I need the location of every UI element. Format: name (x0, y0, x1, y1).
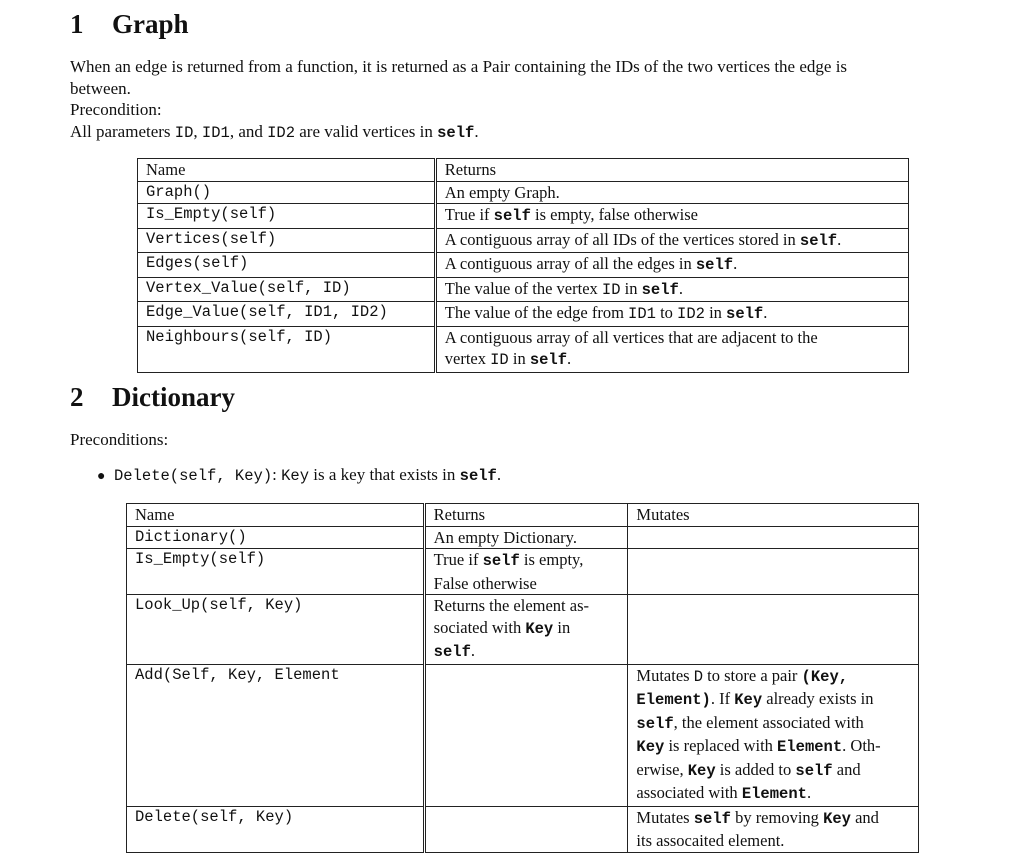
table-row (138, 253, 909, 278)
function-returns: A contiguous array of all the edges in self. (435, 253, 908, 278)
function-name: Dictionary() (127, 526, 425, 549)
table-header-row (138, 159, 909, 182)
table-header-row (127, 504, 919, 527)
preconditions-label: Preconditions: (70, 430, 169, 449)
function-returns: An empty Dictionary. (424, 526, 628, 549)
function-mutates: Mutates self by removing Key and its assocaited element. (628, 806, 919, 852)
section-2-title: Dictionary (112, 382, 235, 412)
table-row (127, 595, 919, 665)
function-name: Edge_Value(self, ID1, ID2) (138, 302, 436, 327)
function-name: Add(Self, Key, Element (127, 664, 425, 806)
section-1-title: Graph (112, 9, 189, 39)
function-name: Is_Empty(self) (127, 549, 425, 595)
graph-table (137, 158, 909, 373)
function-returns (424, 806, 628, 852)
function-name: Delete(self, Key) (127, 806, 425, 852)
section-2-heading (70, 384, 235, 411)
intro-line-2: between. (70, 78, 131, 98)
table-row (138, 277, 909, 302)
function-name: Graph() (138, 181, 436, 204)
header-returns: Returns (424, 504, 628, 527)
section-2-number: 2 (70, 382, 84, 412)
table-row (127, 806, 919, 852)
function-returns: The value of the vertex ID in self. (435, 277, 908, 302)
function-name: Is_Empty(self) (138, 204, 436, 229)
table-row (138, 181, 909, 204)
function-returns: True if self is empty, False otherwise (424, 549, 628, 595)
function-name: Vertices(self) (138, 228, 436, 253)
function-mutates: Mutates D to store a pair (Key, Element). If Key already exists in self, the element associated with Key is replaced with Element. Oth- erwise, Key is added to self and associated with Element. (628, 664, 919, 806)
function-returns: A contiguous array of all IDs of the vertices stored in self. (435, 228, 908, 253)
function-returns: A contiguous array of all vertices that are adjacent to the vertex ID in self. (435, 326, 908, 372)
header-mutates: Mutates (628, 504, 919, 527)
bullet-icon: ● (97, 469, 106, 484)
table-row (127, 664, 919, 806)
section-1-intro (70, 56, 990, 144)
function-mutates (628, 595, 919, 665)
table-row (138, 302, 909, 327)
precondition-text: All parameters ID, ID1, and ID2 are valid vertices in self. (70, 121, 479, 142)
header-returns: Returns (435, 159, 908, 182)
function-mutates (628, 549, 919, 595)
function-mutates (628, 526, 919, 549)
precondition-label: Precondition: (70, 100, 162, 119)
function-returns: An empty Graph. (435, 181, 908, 204)
function-name: Edges(self) (138, 253, 436, 278)
function-name: Vertex_Value(self, ID) (138, 277, 436, 302)
function-returns (424, 664, 628, 806)
header-name: Name (127, 504, 425, 527)
dictionary-table (126, 503, 919, 853)
table-row (138, 204, 909, 229)
precondition-bullet: ● Delete(self, Key): Key is a key that exists in self. (97, 464, 501, 488)
table-row (127, 549, 919, 595)
section-1-number: 1 (70, 9, 84, 39)
table-row (127, 526, 919, 549)
table-row (138, 326, 909, 372)
function-name: Neighbours(self, ID) (138, 326, 436, 372)
section-1-heading (70, 11, 189, 38)
function-name: Look_Up(self, Key) (127, 595, 425, 665)
function-returns: True if self is empty, false otherwise (435, 204, 908, 229)
function-returns: Returns the element as- sociated with Key in self. (424, 595, 628, 665)
function-returns: The value of the edge from ID1 to ID2 in self. (435, 302, 908, 327)
header-name: Name (138, 159, 436, 182)
table-row (138, 228, 909, 253)
intro-line-1: When an edge is returned from a function, it is returned as a Pair containing the IDs of the two vertices the edge is (70, 57, 848, 76)
